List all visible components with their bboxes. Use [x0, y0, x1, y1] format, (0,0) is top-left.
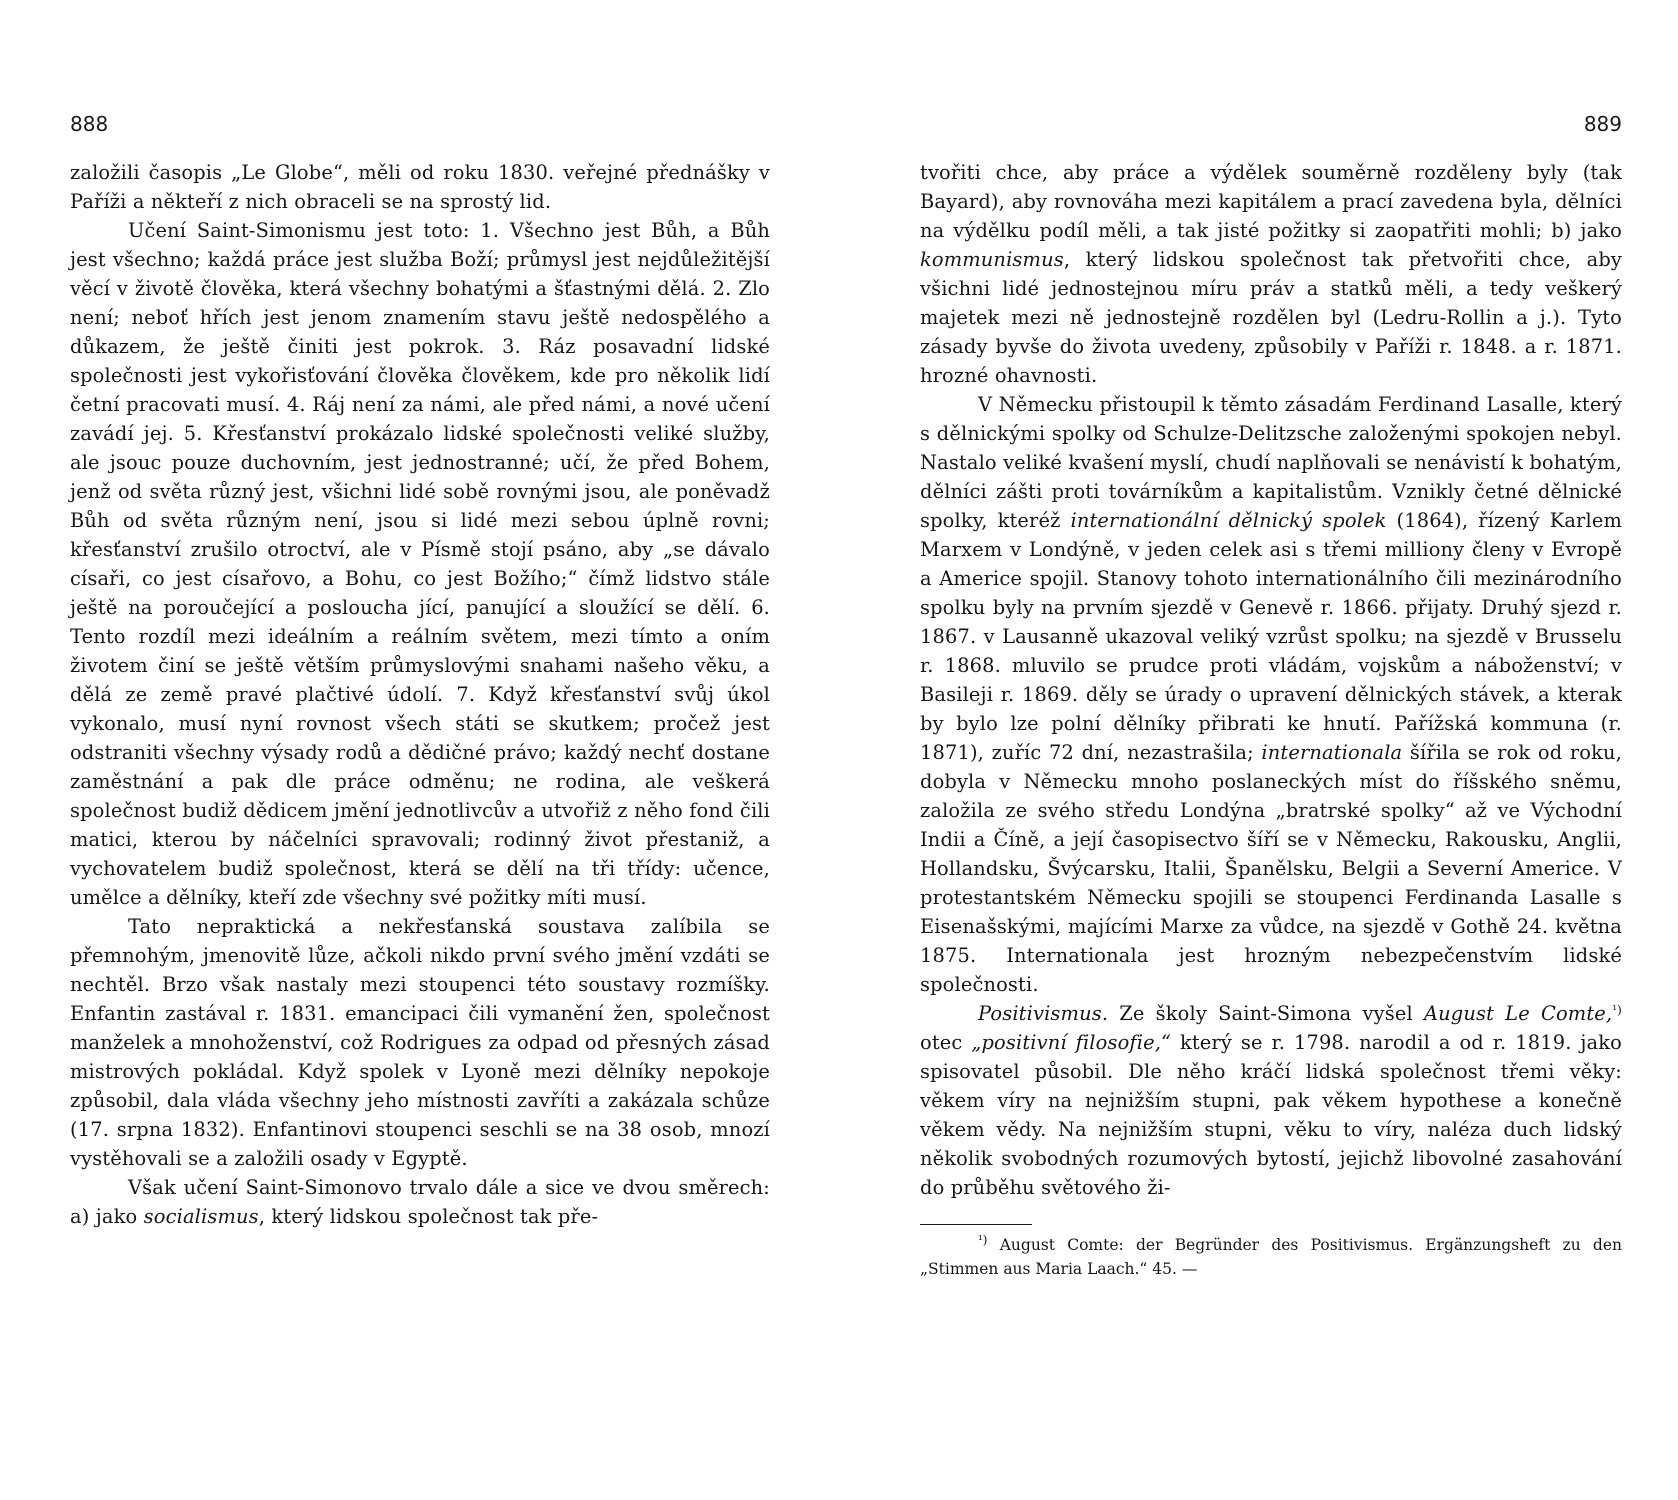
italic-term-positivismus: Positivismus.	[978, 1002, 1109, 1025]
italic-term-kommunismus: kommunismus	[920, 248, 1064, 271]
page-number-right: 889	[1583, 112, 1622, 136]
footnote-divider	[920, 1224, 1032, 1225]
text-run: , který lidskou společnost tak pře-	[258, 1205, 599, 1228]
paragraph-saint-simonism-doctrine: Učení Saint-Simonismu jest toto: 1. Všechno jest Bůh, a Bůh jest všechno; každá práce jest služba Boží; průmysl jest nejdůležitější věcí v životě člověka, která všechny bohatými a šťastnými dělá. 2. Zlo není; neboť hřích jest jenom znamením stavu ještě nedospělého a důkazem, že ještě činiti jest pokrok. 3. Ráz posavadní lidské společnosti jest vykořisťování člověka člověkem, kde pro několik lidí četní pracovati musí. 4. Ráj není za námi, ale před námi, a nové učení zavádí jej. 5. Křesťanství prokázalo lidské společnosti veliké služby, ale jsouc pouze duchovním, jest jednostranné; učí, že před Bohem, jenž od světa různý jest, všichni lidé sobě rovnými jsou, ale poněvadž Bůh od světa různým není, jsou si lidé mezi sebou úplně rovni; křesťanství zrušilo otroctví, ale v Písmě stojí psáno, aby „se dávalo císaři, co jest císařovo, a Bohu, co jest Božího;“ čímž lidstvo stále ještě na poroučející a posloucha jící, panující a sloužící se dělí. 6. Tento rozdíl mezi ideálním a reálním světem, mezi tímto a oním životem činí se ještě větším průmyslovými snahami našeho věku, a dělá ze země pravé plačtivé údolí. 7. Když křesťanství svůj úkol vykonalo, musí nyní rovnost všech státi se skutkem; pročež jest odstraniti všechny výsady rodů a dědičné právo; každý nechť dostane zaměstnání a pak dle práce odměnu; ne rodina, ale veškerá společnost budiž dědicem jmění jednotlivcův a utvořiž z něho fond čili matici, kterou by náčelníci spravovali; rodinný život přestaniž, a vychovatelem budiž společnost, která se dělí na tři třídy: učence, umělce a dělníky, kteří zde všechny své požitky míti musí.	[70, 219, 770, 909]
italic-term-internationale-spolek: internationální dělnický spolek	[1070, 509, 1387, 532]
footnote-marker: ¹)	[978, 1233, 988, 1247]
footnote-reference: ¹)	[1612, 1003, 1622, 1017]
italic-term-socialismus: socialismus	[143, 1205, 259, 1228]
paragraph-impractical-system: Tato nepraktická a nekřesťanská soustava zalíbila se přemnohým, jmenovitě lůze, ačkoli nikdo první svého jmění vzdáti se nechtěl. Brzo však nastaly mezi stoupenci této soustavy rozmíšky. Enfantin zastával r. 1831. emancipaci čili vymanění žen, společnost manželek a mnohoženství, což Rodrigues za odpad od přesných zásad mistrových pokládal. Když spolek v Lyoně mezi dělníky nepokoje způsobil, dala vláda všechny jeho místnosti zavříti a zakázala schůze (17. srpna 1832). Enfantinovi stoupenci seschli se na 38 osob, mnozí vystěhovali se a založili osady v Egyptě.	[70, 915, 770, 1170]
text-run: Však učení Saint-Simonovo trvalo dále a sice ve dvou směrech: a) jako	[70, 1176, 770, 1228]
italic-term-positive-philosophy: „positivní filosofie,“	[971, 1031, 1172, 1054]
left-page-body	[70, 158, 770, 1231]
footnote	[920, 1233, 1622, 1281]
text-run: (1864), řízený Karlem Marxem v Londýně, v jeden celek asi s třemi milliony členy v Evropě a Americe spojil. Stanovy tohoto internationálního čili mezinárodního spolku byly na prvním sjezdě v Genevě r. 1866. přijaty. Druhý sjezd r. 1867. v Lausanně ukazoval veliký vzrůst spolku; na sjezdě v Brusselu r. 1868. mluvilo se prudce proti vládám, vojskům a náboženství; v Basileji r. 1869. děly se úrady o upravení dělnických stávek, a kterak by bylo lze polní dělníky přibrati ke hnutí. Pařížská kommuna (r. 1871), zuříc 72 dní, nezastrašila;	[920, 509, 1622, 764]
page-number-left: 888	[70, 112, 109, 136]
text-run: šířila se rok od roku, dobyla v Německu mnoho poslaneckých míst do říšského sněmu, založila ze svého středu Londýna „bratrské spolky“ až ve Východní Indii a Číně, a její časopisectvo šíří se v Německu, Rakousku, Anglii, Hollandsku, Švýcarsku, Italii, Španělsku, Belgii a Severní Americe. V protestantském Německu spojili se stoupenci Ferdinanda Lasalle s Eisenašskými, majícími Marxe za vůdce, na sjezdě v Gothě 24. května 1875. Internationala jest hrozným nebezpečenstvím lidské společnosti.	[920, 741, 1622, 996]
paragraph-positivismus	[920, 999, 1622, 1202]
paragraph-germany-lasalle	[920, 390, 1622, 999]
italic-name-comte: August Le Comte,	[1423, 1002, 1613, 1025]
paragraph-two-directions	[70, 1173, 770, 1231]
left-page	[70, 112, 770, 1231]
paragraph-continued: založili časopis „Le Globe“, měli od roku 1830. veřejné přednášky v Paříži a někteří z nich obraceli se na sprostý lid.	[70, 161, 770, 213]
paragraph-continued-communism	[920, 158, 1622, 390]
footnote-text: August Comte: der Begründer des Positivismus. Ergänzungsheft zu den „Stimmen aus Maria Laach.“ 45. —	[920, 1236, 1622, 1278]
right-page	[920, 112, 1622, 1281]
text-run: otec	[920, 1031, 972, 1054]
text-run: který se r. 1798. narodil a od r. 1819. jako spisovatel působil. Dle něho kráčí lidská společnost třemi věky: věkem víry na nejnižším stupni, pak věkem hypothese a konečně věkem vědy. Na nejnižším stupni, věku to víry, naléza duch lidský několik svobodných rozumových bytostí, jejichž libovolné zasahování do průběhu světového ži-	[920, 1031, 1622, 1199]
text-run: Ze školy Saint-Simona vyšel	[1108, 1002, 1424, 1025]
text-run: , který lidskou společnost tak přetvořiti chce, aby všichni lidé jednostejnou míru práv a statků měli, a tedy veškerý majetek mezi ně jednostejně rozdělen byl (Ledru-Rollin a j.). Tyto zásady byvše do života uvedeny, způsobily v Paříži r. 1848. a r. 1871. hrozné ohavnosti.	[920, 248, 1622, 387]
right-page-body	[920, 158, 1622, 1202]
italic-term-internationala: internationala	[1261, 741, 1403, 764]
text-run: V Německu přistoupil k těmto zásadám Ferdinand Lasalle, který s dělnickými spolky od Schulze-Delitzsche založenými spokojen nebyl. Nastalo veliké kvašení myslí, chudí naplňovali se nenávistí k bohatým, dělníci zášti proti továrníkům a kapitalistům. Vznikly četné dělnické spolky, kteréž	[920, 393, 1622, 532]
text-run: tvořiti chce, aby práce a výdělek souměrně rozděleny byly (tak Bayard), aby rovnováha mezi kapitálem a prací zavedena byla, dělníci na výdělku podíl měli, a tak jisté požitky si zaopatřiti mohli; b) jako	[920, 161, 1622, 242]
